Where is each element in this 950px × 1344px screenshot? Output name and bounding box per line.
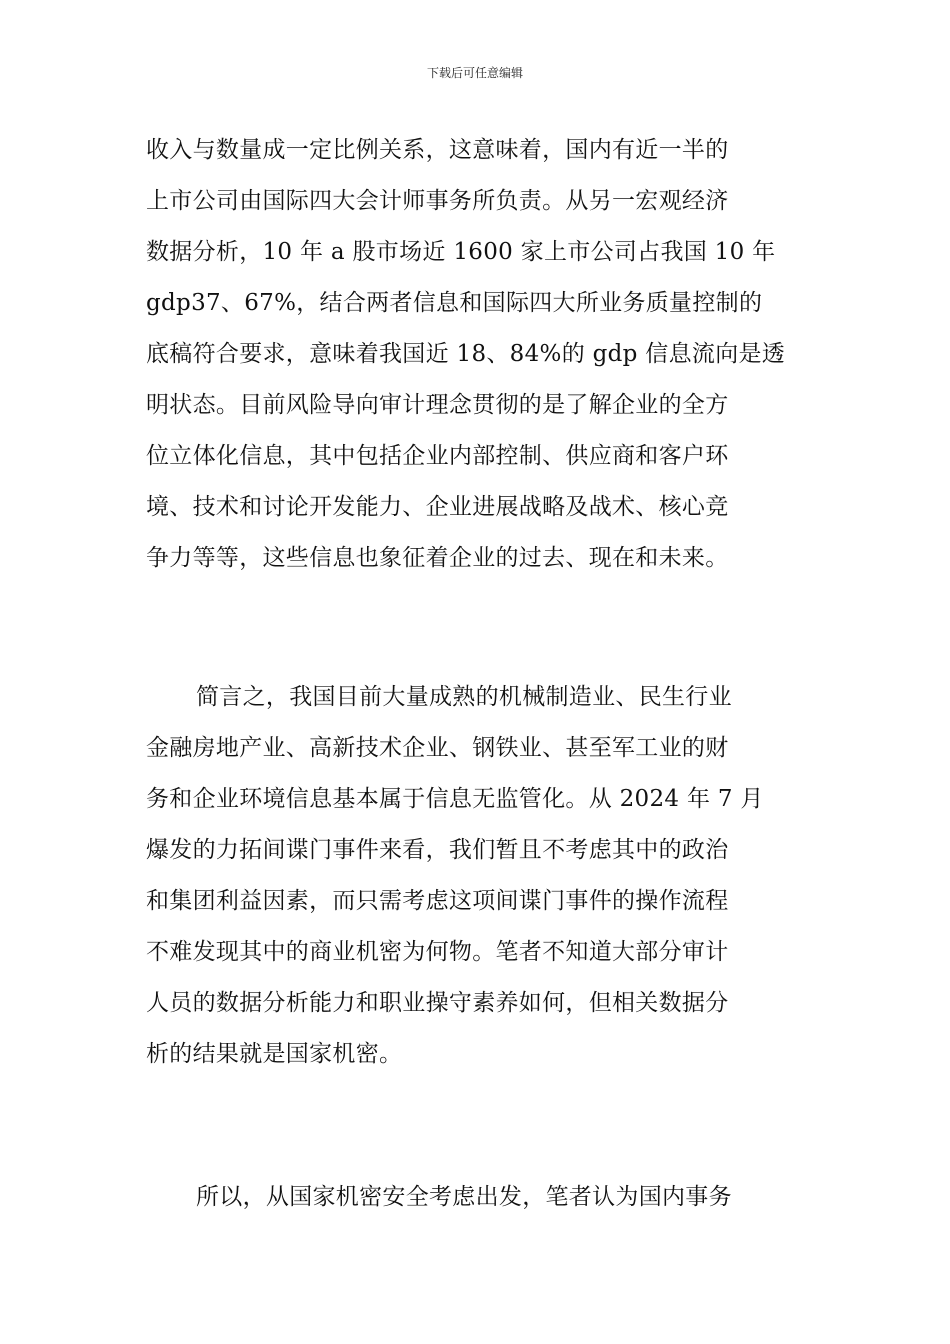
text-line: 收入与数量成一定比例关系，这意味着，国内有近一半的 (146, 137, 729, 163)
text-line: 数据分析，10 年 a 股市场近 1600 家上市公司占我国 10 年 (146, 239, 776, 265)
paragraph (146, 125, 808, 584)
page-header-note: 下载后可任意编辑 (426, 66, 523, 80)
text-line: 爆发的力拓间谍门事件来看，我们暂且不考虑其中的政治 (146, 837, 729, 863)
text-line: 所以，从国家机密安全考虑出发，笔者认为国内事务 (196, 1184, 732, 1210)
text-line: 金融房地产业、高新技术企业、钢铁业、甚至军工业的财 (146, 735, 729, 761)
paragraph (146, 672, 808, 1080)
text-line: 位立体化信息，其中包括企业内部控制、供应商和客户环 (146, 443, 729, 469)
paragraph (146, 1172, 808, 1223)
text-line: 简言之，我国目前大量成熟的机械制造业、民生行业 (196, 684, 732, 710)
text-line: 明状态。目前风险导向审计理念贯彻的是了解企业的全方 (146, 392, 729, 418)
text-line: 务和企业环境信息基本属于信息无监管化。从 2024 年 7 月 (146, 786, 764, 812)
text-line: 和集团利益因素，而只需考虑这项间谍门事件的操作流程 (146, 888, 729, 914)
text-line: 争力等等，这些信息也象征着企业的过去、现在和未来。 (146, 545, 729, 571)
text-line: 境、技术和讨论开发能力、企业进展战略及战术、核心竞 (146, 494, 729, 520)
text-line: gdp37、67%，结合两者信息和国际四大所业务质量控制的 (146, 290, 763, 316)
text-line: 不难发现其中的商业机密为何物。笔者不知道大部分审计 (146, 939, 729, 965)
text-line: 析的结果就是国家机密。 (146, 1041, 403, 1067)
text-line: 底稿符合要求，意味着我国近 18、84%的 gdp 信息流向是透 (146, 341, 786, 367)
text-line: 上市公司由国际四大会计师事务所负责。从另一宏观经济 (146, 188, 729, 214)
text-line: 人员的数据分析能力和职业操守素养如何，但相关数据分 (146, 990, 729, 1016)
